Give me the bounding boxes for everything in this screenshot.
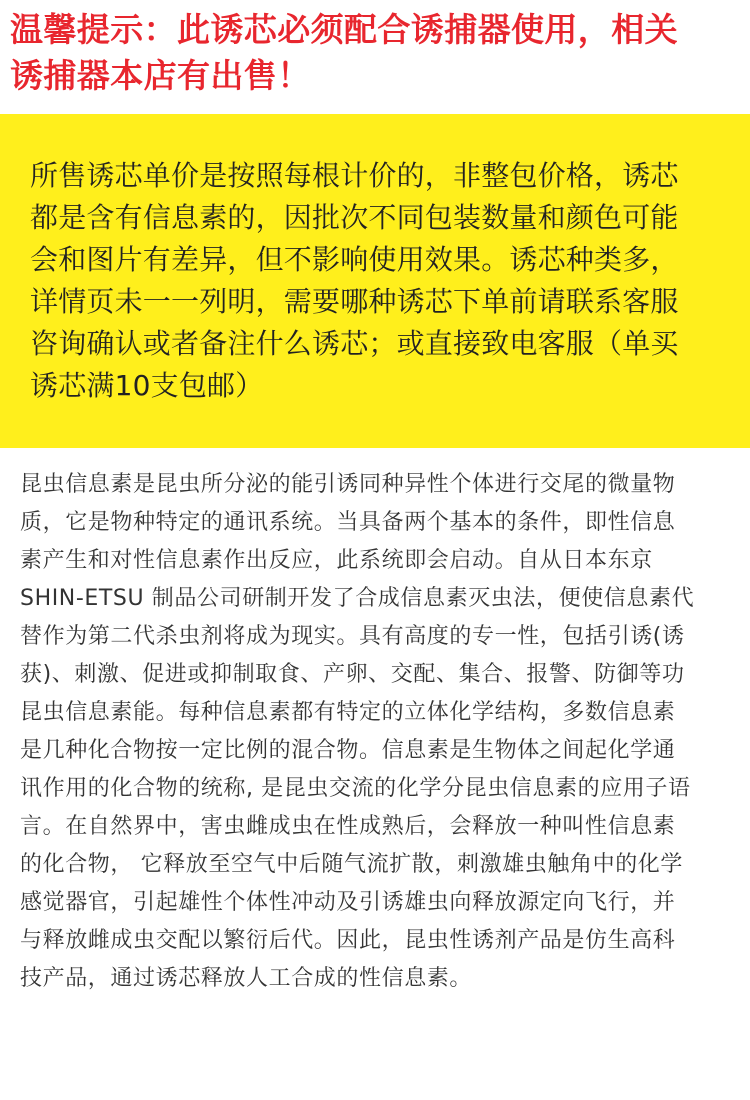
article-line-5: 替作为第二代杀虫剂将成为现实。具有高度的专一性，包括引诱(诱	[20, 624, 685, 649]
article-line-13: 与释放雌成虫交配以繁衍后代。因此，昆虫性诱剂产品是仿生高科	[20, 928, 676, 953]
article-line-4: SHIN-ETSU 制品公司研制开发了合成信息素灭虫法，便使信息素代	[20, 586, 695, 611]
notice-line-1: 温馨提示：此诱芯必须配合诱捕器使用，相关	[10, 10, 678, 49]
article-line-1: 昆虫信息素是昆虫所分泌的能引诱同种异性个体进行交尾的微量物	[20, 472, 676, 497]
article-line-10: 言。在自然界中，害虫雌成虫在性成熟后，会释放一种叫性信息素	[20, 814, 676, 839]
warning-notice	[0, 0, 750, 112]
pheromone-article	[0, 470, 750, 1070]
info-line-3: 会和图片有差异，但不影响使用效果。诱芯种类多，	[30, 243, 679, 276]
article-line-8: 是几种化合物按一定比例的混合物。信息素是生物体之间起化学通	[20, 738, 676, 763]
article-line-2: 质，它是物种特定的通讯系统。当具备两个基本的条件，即性信息	[20, 510, 676, 535]
info-line-1: 所售诱芯单价是按照每根计价的，非整包价格，诱芯	[30, 159, 679, 192]
purchase-info-box	[0, 114, 750, 448]
article-line-9: 讯作用的化合物的统称, 是昆虫交流的化学分昆虫信息素的应用子语	[20, 776, 691, 801]
article-line-3: 素产生和对性信息素作出反应，此系统即会启动。自从日本东京	[20, 548, 653, 573]
article-line-11: 的化合物， 它释放至空气中后随气流扩散，刺激雄虫触角中的化学	[20, 852, 683, 877]
notice-line-2: 诱捕器本店有出售！	[10, 56, 311, 95]
info-line-5: 咨询确认或者备注什么诱芯；或直接致电客服（单买	[30, 327, 679, 360]
info-line-2: 都是含有信息素的，因批次不同包装数量和颜色可能	[30, 201, 679, 234]
info-line-4: 详情页未一一列明，需要哪种诱芯下单前请联系客服	[30, 285, 679, 318]
article-line-14: 技产品，通过诱芯释放人工合成的性信息素。	[20, 966, 473, 991]
article-line-6: 获)、刺激、促进或抑制取食、产卵、交配、集合、报警、防御等功	[20, 662, 685, 687]
article-line-7: 昆虫信息素能。每种信息素都有特定的立体化学结构，多数信息素	[20, 700, 676, 725]
info-line-6: 诱芯满10支包邮）	[30, 369, 264, 402]
article-line-12: 感觉器官，引起雄性个体性冲动及引诱雄虫向释放源定向飞行，并	[20, 890, 676, 915]
